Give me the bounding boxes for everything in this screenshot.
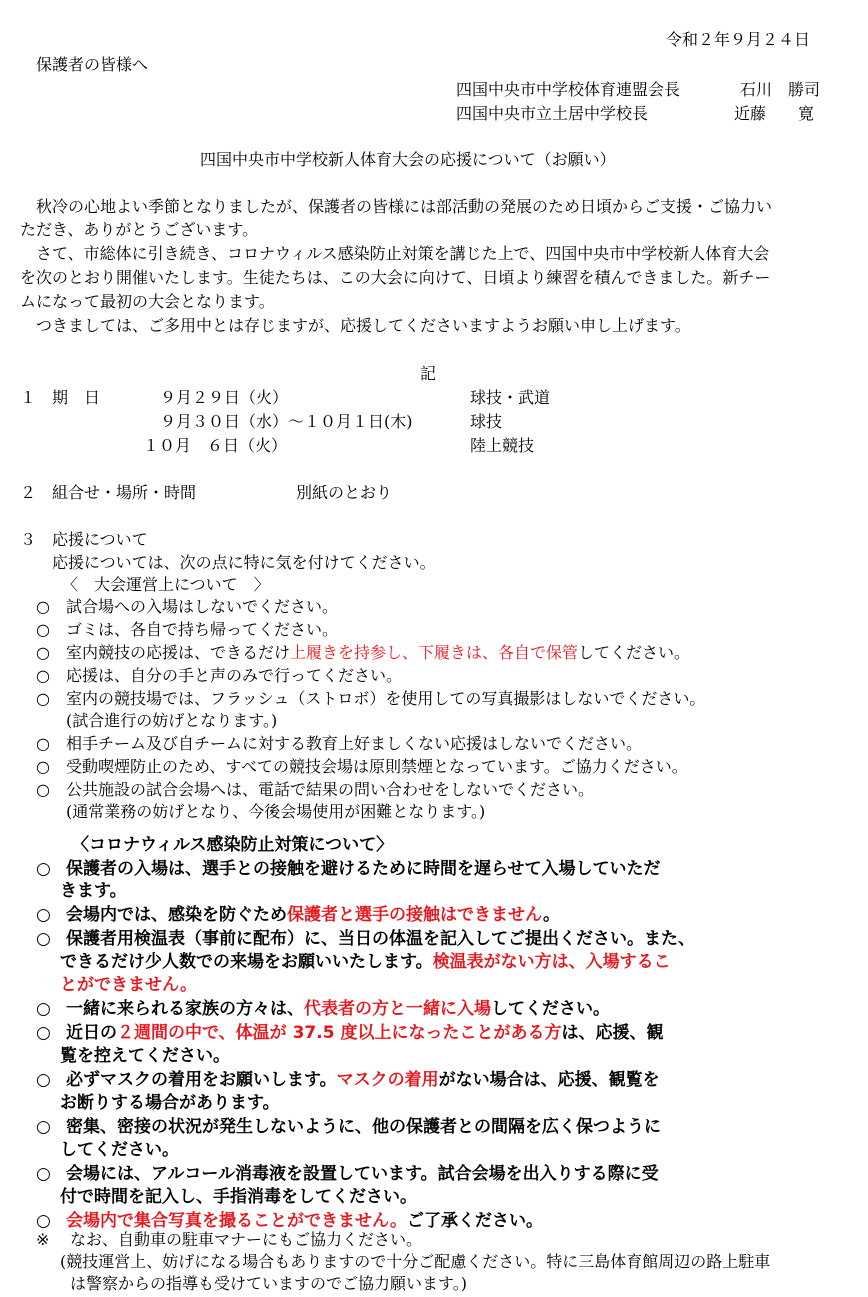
bullet-icon: ○ bbox=[36, 689, 50, 708]
list-item: ○ 近日の２週間の中で、体温が 37.5 度以上になったことがある方は、応援、観 bbox=[36, 1023, 664, 1043]
list-item: ○ 応援は、自分の手と声のみで行ってください。 bbox=[36, 666, 403, 685]
list-item: ○ 公共施設の試合会場へは、電話で結果の問い合わせをしないでください。 bbox=[36, 780, 595, 799]
highlight-text: 代表者の方と一緒に入場 bbox=[304, 999, 491, 1019]
section3-label: 応援について bbox=[52, 530, 148, 549]
highlight-text: 検温表がない方は、入場するこ bbox=[432, 952, 671, 972]
section2-value: 別紙のとおり bbox=[296, 483, 393, 502]
list-item: ○ 室内の競技場では、フラッシュ（ストロボ）を使用しての写真撮影はしないでください。 bbox=[36, 689, 706, 708]
sender1-name: 石川 勝司 bbox=[740, 80, 821, 99]
bullet-icon: ○ bbox=[36, 1164, 51, 1184]
recipient: 保護者の皆様へ bbox=[36, 55, 149, 74]
list-item: ○ 会場には、アルコール消毒液を設置しています。試合会場を出入りする際に受 bbox=[36, 1164, 659, 1184]
bullet-icon: ○ bbox=[36, 1211, 51, 1231]
list-item: ○ 保護者の入場は、選手との接触を避けるために時間を遅らせて入場していただ bbox=[36, 859, 661, 879]
bullet-icon: ○ bbox=[36, 757, 50, 776]
section1-date-1: ９月２９日（火） bbox=[160, 388, 289, 407]
highlight-text: マスクの着用 bbox=[336, 1070, 439, 1090]
section2-number: ２ bbox=[20, 483, 37, 502]
section1-date-2: ９月３０日（水）～１０月１日(木) bbox=[160, 412, 413, 431]
section2-label: 組合せ・場所・時間 bbox=[52, 483, 197, 502]
list-item: ○ 会場内で集合写真を撮ることができません。ご了承ください。 bbox=[36, 1211, 544, 1231]
bullet-icon: ○ bbox=[36, 734, 50, 753]
section3-lead: 応援については、次の点に特に気を付けてください。 bbox=[52, 553, 436, 572]
list-item: ○ 一緒に来られる家族の方々は、代表者の方と一緒に入場してください。 bbox=[36, 999, 610, 1019]
list-item-cont: 覧を控えてください。 bbox=[60, 1046, 230, 1066]
list-item-cont: してください。 bbox=[60, 1140, 179, 1160]
sender1-org: 四国中央市中学校体育連盟会長 bbox=[456, 80, 681, 99]
section1-event-3: 陸上競技 bbox=[470, 436, 535, 455]
intro-p3-line1: つきましては、ご多用中とは存じますが、応援してくださいますようお願い申し上げます。 bbox=[36, 316, 691, 335]
note-line3: は警察からの指導も受けていますのでご協力願います。) bbox=[70, 1274, 467, 1293]
list-item-note: (試合進行の妨げとなります。) bbox=[66, 711, 278, 730]
note-line2: (競技運営上、妨げになる場合もありますので十分ご配慮ください。特に三島体育館周辺の路上駐車 bbox=[60, 1252, 771, 1271]
intro-p1-line2: ただき、ありがとうございます。 bbox=[20, 220, 259, 239]
bullet-icon: ○ bbox=[36, 643, 50, 662]
note-line1: なお、自動車の駐車マナーにもご協力ください。 bbox=[70, 1230, 423, 1249]
highlight-text: 会場内で集合写真を撮ることができません。 bbox=[66, 1211, 408, 1231]
sender2-org: 四国中央市立土居中学校長 bbox=[456, 104, 649, 123]
bullet-icon: ○ bbox=[36, 1117, 51, 1137]
bullet-icon: ○ bbox=[36, 859, 51, 879]
highlight-text: 保護者と選手の接触はできません bbox=[287, 905, 544, 925]
intro-p2-line1: さて、市総体に引き続き、コロナウィルス感染防止対策を講じた上で、四国中央市中学校新人体育大会 bbox=[36, 244, 770, 263]
bullet-icon: ○ bbox=[36, 999, 51, 1019]
bullet-icon: ○ bbox=[36, 620, 50, 639]
section1-event-2: 球技 bbox=[470, 412, 503, 431]
ki-mark: 記 bbox=[420, 364, 437, 383]
list-item: ○ 室内競技の応援は、できるだけ上履きを持参し、下履きは、各自で保管してください。 bbox=[36, 643, 691, 662]
list-item: ○ 受動喫煙防止のため、すべての競技会場は原則禁煙となっています。ご協力ください。 bbox=[36, 757, 688, 776]
list-item-cont: できるだけ少人数での来場をお願いいたします。検温表がない方は、入場するこ bbox=[60, 952, 671, 972]
bullet-icon: ○ bbox=[36, 780, 50, 799]
section1-date-3: １０月 ６日（火） bbox=[143, 436, 288, 455]
list-item: ○ 相手チーム及び自チームに対する教育上好ましくない応援はしないでください。 bbox=[36, 734, 643, 753]
bullet-icon: ○ bbox=[36, 1023, 51, 1043]
list-item-cont: きます。 bbox=[60, 881, 127, 901]
intro-p2-line2: を次のとおり開催いたします。生徒たちは、この大会に向けて、日頃より練習を積んできました。新チー bbox=[20, 268, 771, 287]
list-item-note: (通常業務の妨げとなり、今後会場使用が困難となります。) bbox=[66, 802, 486, 821]
bullet-icon: ○ bbox=[36, 929, 51, 949]
bullet-icon: ○ bbox=[36, 905, 51, 925]
date: 令和２年９月２４日 bbox=[666, 30, 811, 49]
list-item: ○ 保護者用検温表（事前に配布）に、当日の体温を記入してご提出ください。また、 bbox=[36, 929, 695, 949]
intro-p2-line3: ムになって最初の大会となります。 bbox=[20, 292, 275, 311]
list-item: ○ 試合場への入場はしないでください。 bbox=[36, 597, 339, 616]
list-item: ○ 密集、密接の状況が発生しないように、他の保護者との間隔を広く保つように bbox=[36, 1117, 661, 1137]
document-title: 四国中央市中学校新人体育大会の応援について（お願い） bbox=[200, 150, 616, 169]
bullet-icon: ○ bbox=[36, 666, 50, 685]
intro-p1-line1: 秋冷の心地よい季節となりましたが、保護者の皆様には部活動の発展のため日頃からご支援・ご協力い bbox=[36, 197, 773, 216]
list-item-cont: 付で時間を記入し、手指消毒をしてください。 bbox=[60, 1187, 417, 1207]
corona-heading: 〈コロナウィルス感染防止対策について〉 bbox=[72, 835, 394, 855]
bullet-icon: ○ bbox=[36, 1070, 51, 1090]
sender2-name: 近藤 寛 bbox=[734, 104, 815, 123]
section1-event-1: 球技・武道 bbox=[470, 388, 551, 407]
note-mark: ※ bbox=[36, 1230, 50, 1249]
section3-number: ３ bbox=[20, 530, 37, 549]
section1-label: 期 日 bbox=[52, 388, 101, 407]
highlight-text: ２週間の中で、体温が 37.5 度以上になったことがある方 bbox=[117, 1023, 562, 1043]
list-item-cont: とができません。 bbox=[60, 975, 198, 995]
bullet-icon: ○ bbox=[36, 597, 50, 616]
section3-subheading: 〈 大会運営上について 〉 bbox=[62, 575, 270, 594]
list-item-cont: お断りする場合があります。 bbox=[60, 1093, 280, 1113]
list-item: ○ ゴミは、各自で持ち帰ってください。 bbox=[36, 620, 339, 639]
list-item: ○ 会場内では、感染を防ぐため保護者と選手の接触はできません。 bbox=[36, 905, 561, 925]
highlight-text: 上履きを持参し、下履きは、各自で保管 bbox=[290, 643, 579, 662]
list-item: ○ 必ずマスクの着用をお願いします。マスクの着用がない場合は、応援、観覧を bbox=[36, 1070, 660, 1090]
section1-number: １ bbox=[20, 388, 37, 407]
